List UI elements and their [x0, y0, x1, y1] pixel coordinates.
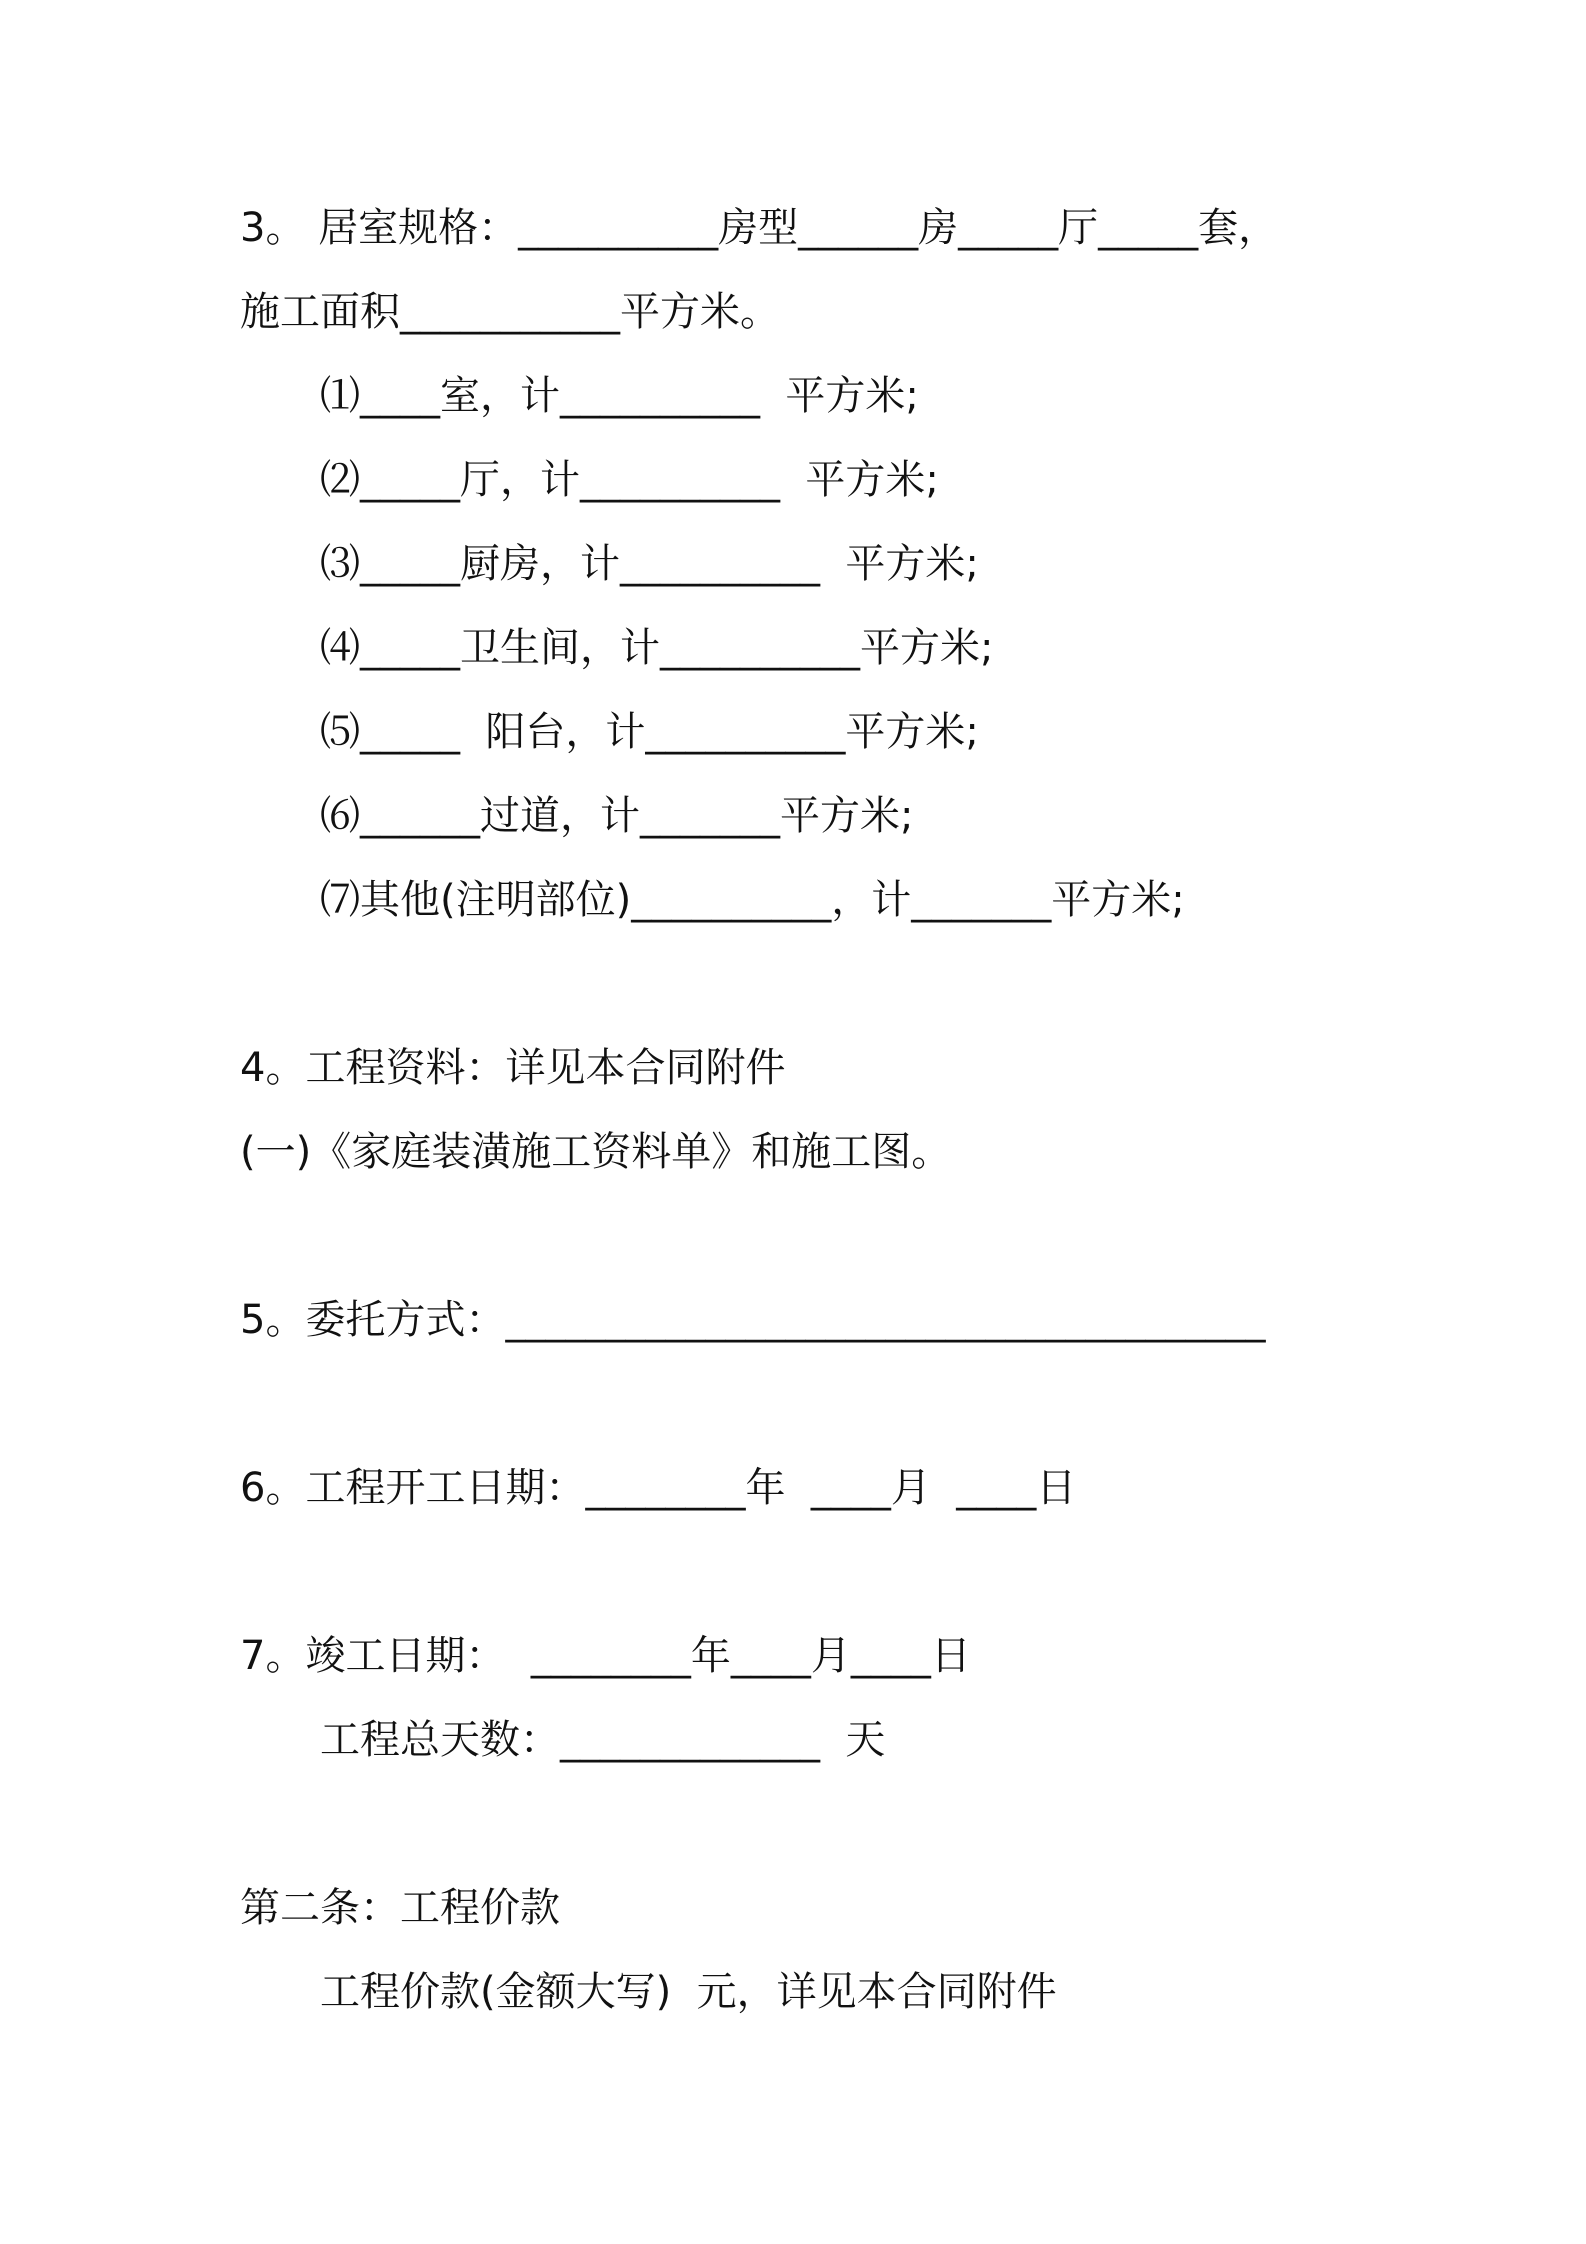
- completion-date-line: 7。竣工日期： ________年____月____日: [240, 1633, 971, 1679]
- article-2-title: 第二条：工程价款: [240, 1885, 560, 1931]
- materials-detail-line: (一)《家庭装潢施工资料单》和施工图。: [240, 1129, 952, 1175]
- commission-line: 5。委托方式：______________________________________: [240, 1297, 1266, 1343]
- room-item-3: ⑶_____厨房，计__________ 平方米;: [320, 541, 979, 587]
- room-item-6: ⑹______过道，计_______平方米;: [320, 793, 914, 839]
- article-2-body: 工程价款(金额大写) 元，详见本合同附件: [320, 1969, 1057, 2015]
- start-date-line: 6。工程开工日期：________年 ____月 ____日: [240, 1465, 1077, 1511]
- room-item-2: ⑵_____厅，计__________ 平方米;: [320, 457, 939, 503]
- room-item-5: ⑸_____ 阳台，计__________平方米;: [320, 709, 979, 755]
- spec-line: 3。 居室规格：__________房型______房_____厅_____套，: [240, 205, 1279, 251]
- total-days-line: 工程总天数：_____________ 天: [320, 1717, 886, 1763]
- materials-line: 4。工程资料：详见本合同附件: [240, 1045, 786, 1091]
- room-item-7: ⑺其他(注明部位)__________，计_______平方米;: [320, 877, 1185, 923]
- area-line: 施工面积___________平方米。: [240, 289, 780, 335]
- room-item-1: ⑴____室，计__________ 平方米;: [320, 373, 919, 419]
- room-item-4: ⑷_____卫生间，计__________平方米;: [320, 625, 994, 671]
